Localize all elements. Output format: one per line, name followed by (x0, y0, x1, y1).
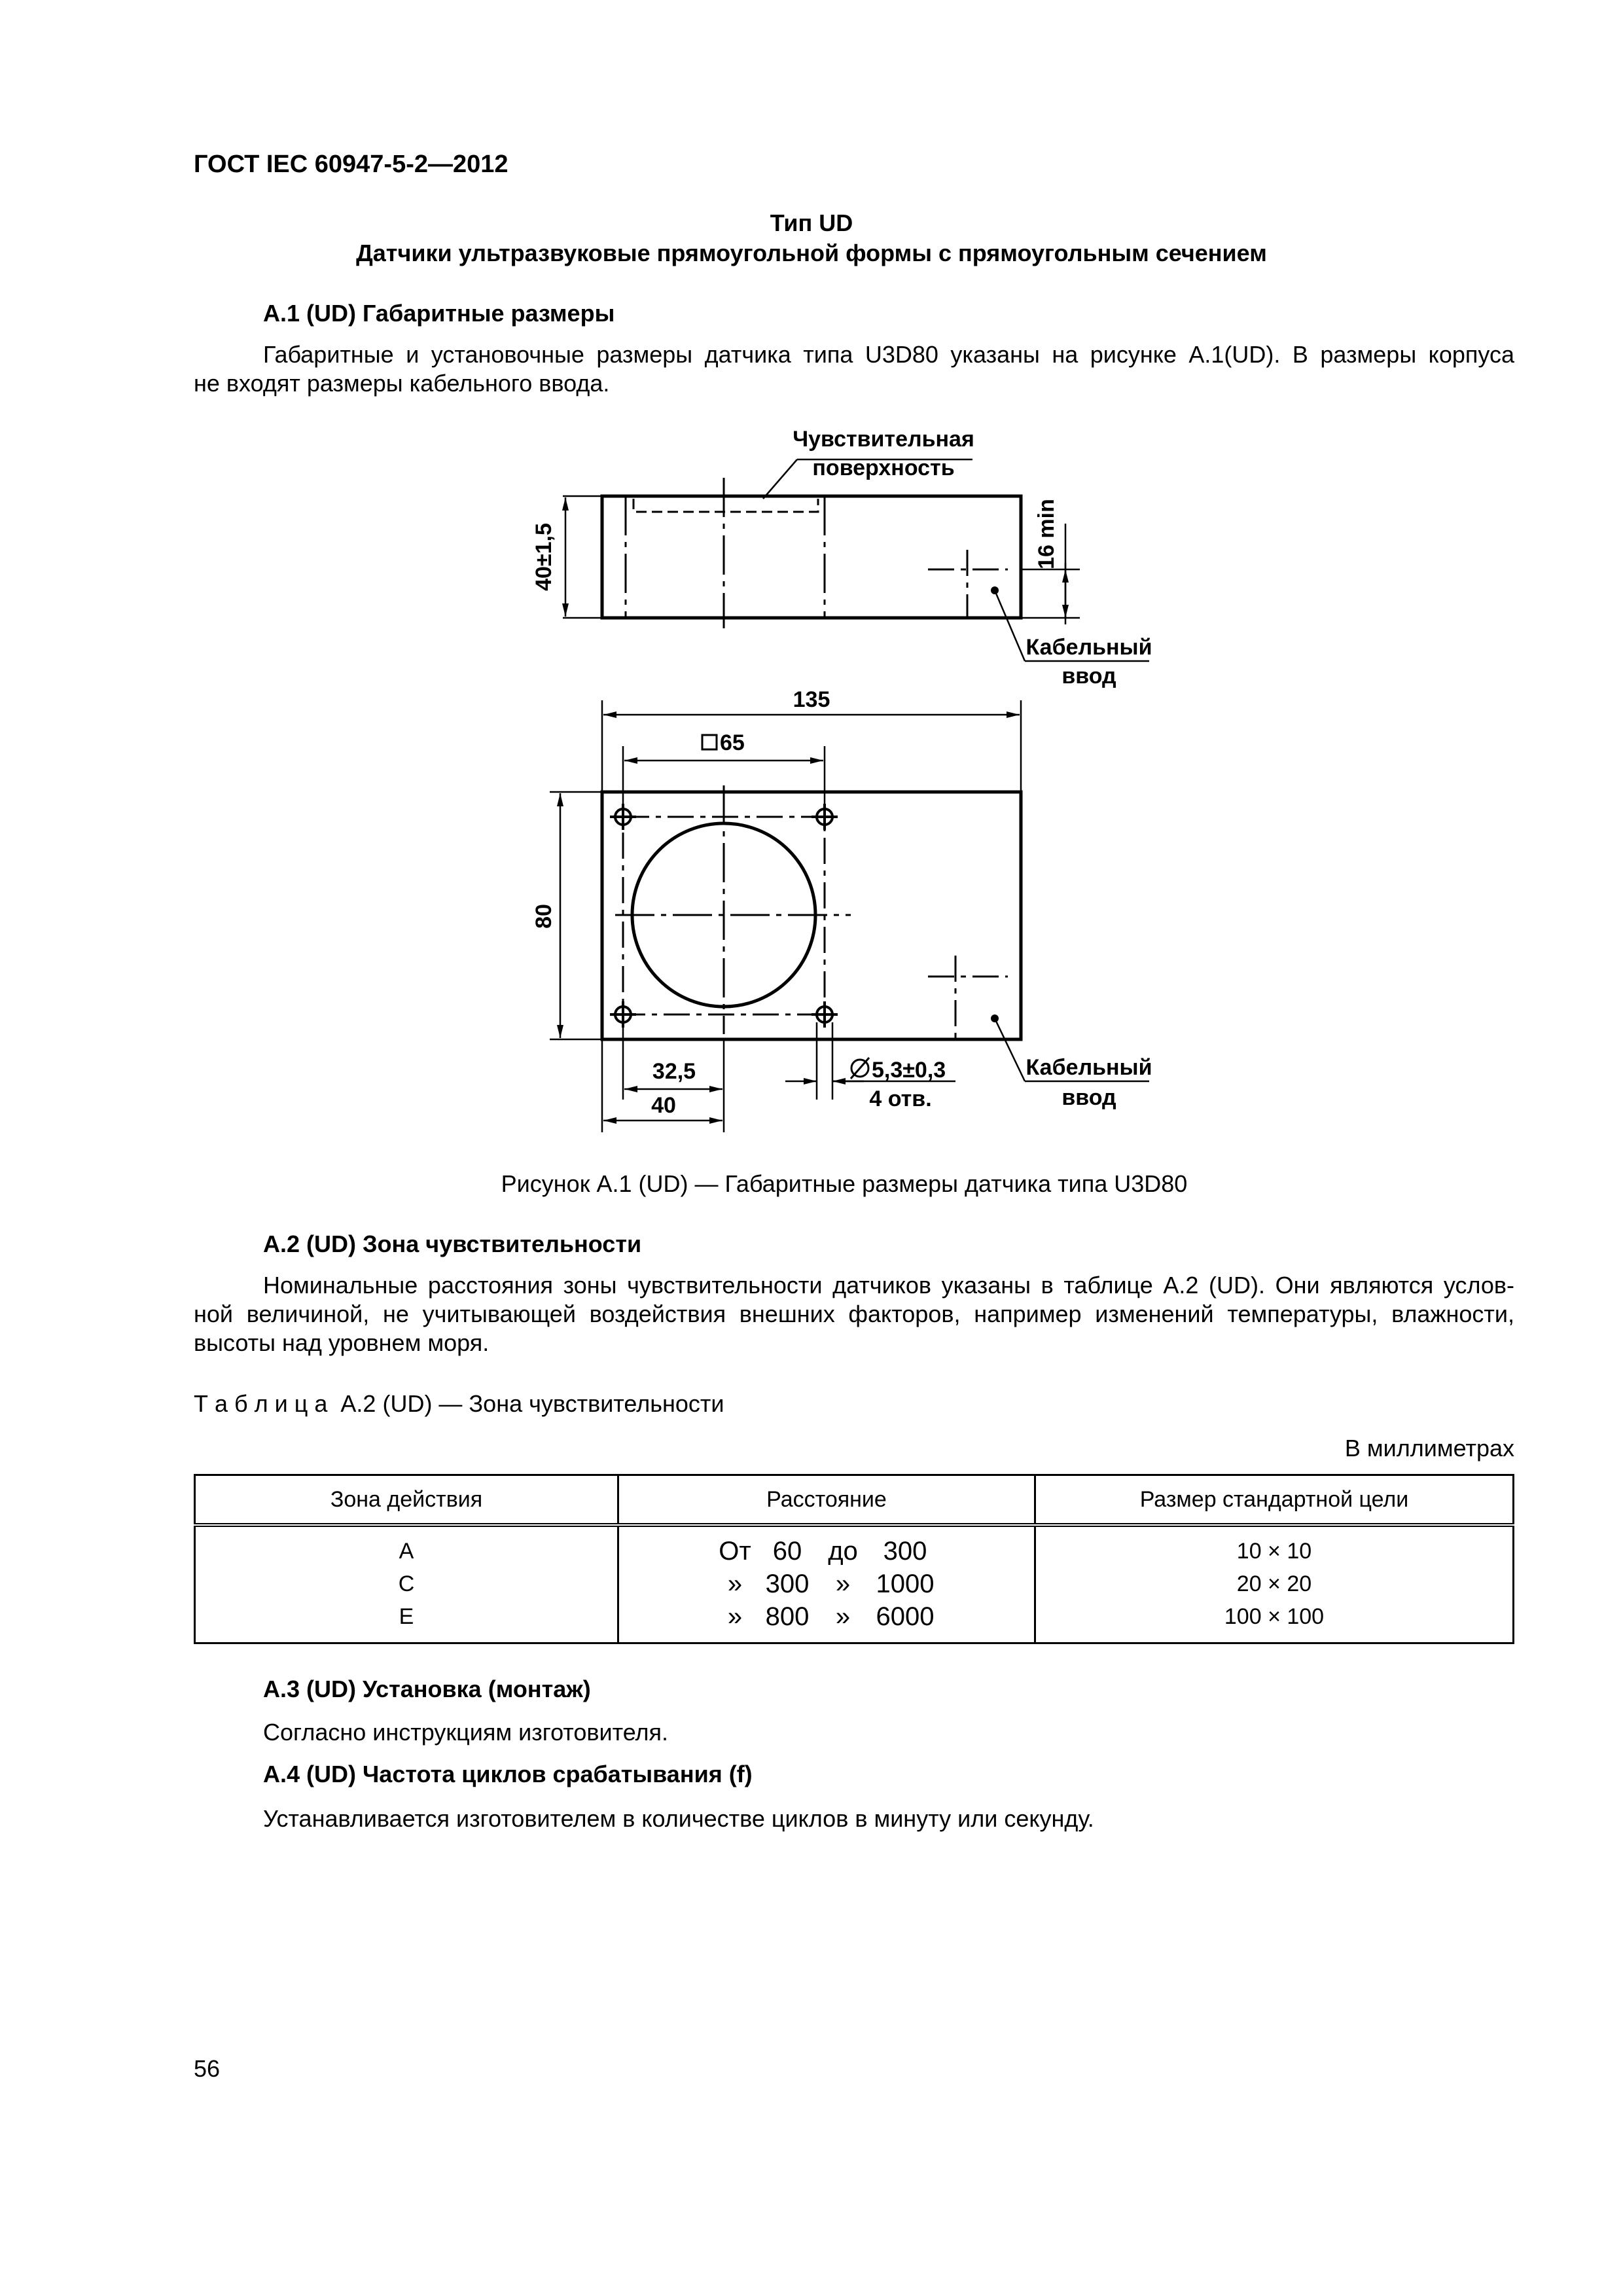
header-distance: Расстояние (618, 1475, 1035, 1526)
page-number: 56 (194, 2055, 221, 2082)
distance-to: 300 (883, 1537, 927, 1566)
distance-from: 300 (765, 1570, 810, 1598)
section-a2-line-2: ной величиной, не учитывающей воздействия внешних факторов, например изменений температуры, влажности, (194, 1300, 1514, 1327)
distance-prefix: От (719, 1537, 751, 1566)
distance-from: 60 (772, 1537, 802, 1566)
distance-from: 800 (765, 1602, 810, 1631)
section-a3-text: Согласно инструкциям изготовителя. (263, 1719, 669, 1746)
section-a2-line-1: Номинальные расстояния зоны чувствительности датчиков указаны в таблице А.2 (UD). Они являются услов- (263, 1272, 1514, 1299)
distance-prefix: » (727, 1602, 743, 1631)
sensitive-surface-label-1: Чувствительная (793, 427, 974, 452)
cable-entry-side-label-2: ввод (1061, 664, 1116, 689)
zone-value: С (398, 1571, 415, 1596)
sensitivity-table (194, 1474, 1514, 1644)
offset-dimension-label-1: 32,5 (652, 1059, 696, 1084)
length-dimension-label: 135 (793, 687, 830, 712)
section-a2-paragraph (194, 1271, 1514, 1357)
header-zone: Зона действия (195, 1475, 618, 1526)
hole-dimension-label: 5,3±0,3 (872, 1058, 946, 1083)
section-a2-line-3: высоты над уровнем моря. (194, 1329, 490, 1356)
distance-to-word: до (828, 1537, 858, 1566)
distance-to-word: » (835, 1602, 851, 1631)
distance-grid (712, 1535, 941, 1633)
distance-to: 1000 (876, 1570, 935, 1598)
min-dimension-label: 16 min (1034, 499, 1059, 569)
table-title: А.2 (UD) — Зона чувствительности (340, 1390, 724, 1417)
width-dimension-label: 80 (531, 904, 556, 929)
distance-cell (618, 1525, 1035, 1643)
cable-entry-top-label-1: Кабельный (1026, 1055, 1152, 1080)
table-caption (194, 1390, 724, 1418)
zone-cell (195, 1525, 618, 1643)
section-a4-heading: А.4 (UD) Частота циклов срабатывания (f) (263, 1761, 753, 1787)
zone-value: Е (399, 1604, 414, 1629)
side-view (563, 459, 1149, 661)
table-header-row (195, 1475, 1514, 1526)
section-a1-line-2: не входят размеры кабельного ввода. (194, 370, 610, 397)
height-dimension-label: 40±1,5 (531, 523, 556, 591)
section-a1-line-1: Габаритные и установочные размеры датчика типа U3D80 указаны на рисунке А.1(UD). В размеры корпуса (263, 341, 1514, 368)
sensitive-surface-label-2: поверхность (812, 456, 955, 480)
cable-entry-side-label-1: Кабельный (1026, 635, 1152, 660)
distance-to: 6000 (876, 1602, 935, 1631)
distance-to-word: » (835, 1570, 851, 1598)
header-target: Размер стандартной цели (1035, 1475, 1514, 1526)
table-label: Т а б л и ц а (194, 1390, 328, 1417)
figure-caption: Рисунок А.1 (UD) — Габаритные размеры датчика типа U3D80 (501, 1170, 1188, 1197)
hole-count-label: 4 отв. (869, 1086, 932, 1111)
section-a3-heading: А.3 (UD) Установка (монтаж) (263, 1676, 591, 1702)
section-a1-heading: А.1 (UD) Габаритные размеры (263, 300, 615, 327)
document-header: ГОСТ IEC 60947-5-2—2012 (194, 151, 508, 178)
table-row (195, 1525, 1514, 1643)
target-value: 20 × 20 (1236, 1571, 1312, 1596)
target-value: 100 × 100 (1224, 1604, 1325, 1629)
target-cell (1035, 1525, 1514, 1643)
table-units: В миллиметрах (1344, 1435, 1514, 1462)
distance-prefix: » (727, 1570, 743, 1598)
page-subtitle: Датчики ультразвуковые прямоугольной формы с прямоугольным сечением (356, 240, 1267, 266)
section-a4-text: Устанавливается изготовителем в количестве циклов в минуту или секунду. (263, 1805, 1094, 1832)
section-a2-heading: А.2 (UD) Зона чувствительности (263, 1230, 642, 1257)
type-title: Тип UD (770, 209, 853, 236)
target-value: 10 × 10 (1236, 1539, 1312, 1564)
zone-value: А (399, 1539, 414, 1564)
cable-entry-top-label-2: ввод (1061, 1085, 1116, 1110)
offset-dimension-label-2: 40 (651, 1093, 676, 1118)
square-dimension-label: 65 (720, 730, 745, 755)
